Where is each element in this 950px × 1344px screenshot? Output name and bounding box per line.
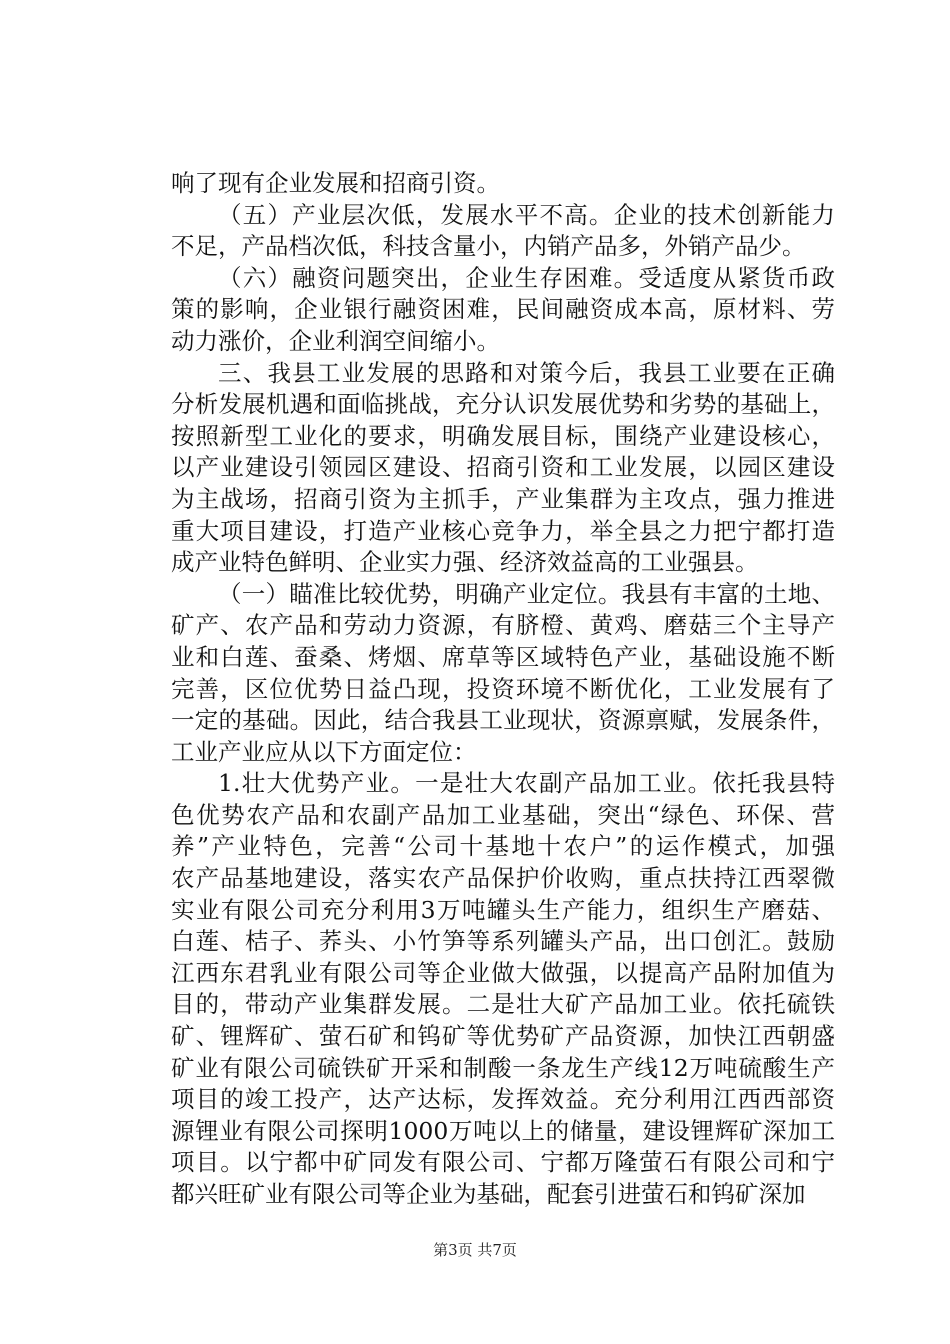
text-line: （一）瞄准比较优势，明确产业定位。我县有丰富的土地、 bbox=[218, 579, 835, 608]
paragraph-subitem-1 bbox=[171, 768, 835, 1210]
text-line: 一定的基础。因此，结合我县工业现状，资源禀赋，发展条件， bbox=[171, 706, 835, 735]
text-line: 三、我县工业发展的思路和对策今后，我县工业要在正确 bbox=[218, 358, 835, 387]
text-line: 成产业特色鲜明、企业实力强、经济效益高的工业强县。 bbox=[171, 548, 759, 577]
text-line: 矿产、农产品和劳动力资源，有脐橙、黄鸡、磨菇三个主导产 bbox=[171, 611, 835, 640]
text-line: 矿、锂辉矿、萤石矿和钨矿等优势矿产品资源，加快江西朝盛 bbox=[171, 1022, 835, 1051]
text-line: 目的，带动产业集群发展。二是壮大矿产品加工业。依托硫铁 bbox=[171, 990, 835, 1019]
text-line: 策的影响，企业银行融资困难，民间融资成本高，原材料、劳 bbox=[171, 295, 835, 324]
text-line: 动力涨价，企业利润空间缩小。 bbox=[171, 326, 500, 355]
text-line: 实业有限公司充分利用3万吨罐头生产能力，组织生产磨菇、 bbox=[171, 895, 835, 924]
text-line: 不足，产品档次低，科技含量小，内销产品多，外销产品少。 bbox=[171, 232, 806, 261]
text-line: 源锂业有限公司探明1000万吨以上的储量，建设锂辉矿深加工 bbox=[171, 1116, 835, 1145]
text-line: 工业产业应从以下方面定位： bbox=[171, 737, 477, 766]
text-line: 按照新型工业化的要求，明确发展目标，围绕产业建设核心， bbox=[171, 421, 835, 450]
text-line: 以产业建设引领园区建设、招商引资和工业发展，以园区建设 bbox=[171, 453, 835, 482]
text-line: 重大项目建设，打造产业核心竞争力，举全县之力把宁都打造 bbox=[171, 516, 835, 545]
text-line: 矿业有限公司硫铁矿开采和制酸一条龙生产线12万吨硫酸生产 bbox=[171, 1053, 835, 1082]
text-line: （六）融资问题突出，企业生存困难。受适度从紧货币政 bbox=[218, 263, 835, 292]
paragraph-item-6 bbox=[171, 263, 835, 358]
text-line: 江西东君乳业有限公司等企业做大做强，以提高产品附加值为 bbox=[171, 958, 835, 987]
paragraph-item-1 bbox=[171, 579, 835, 769]
paragraph-section-3 bbox=[171, 358, 835, 579]
document-body bbox=[171, 168, 835, 1211]
text-line: 1.壮大优势产业。一是壮大农副产品加工业。依托我县特 bbox=[218, 769, 835, 798]
text-line: 农产品基地建设，落实农产品保护价收购，重点扶持江西翠微 bbox=[171, 864, 835, 893]
text-line: （五）产业层次低，发展水平不高。企业的技术创新能力 bbox=[218, 200, 835, 229]
text-line: 为主战场，招商引资为主抓手，产业集群为主攻点，强力推进 bbox=[171, 484, 835, 513]
paragraph-item-5 bbox=[171, 200, 835, 263]
text-line: 响了现有企业发展和招商引资。 bbox=[171, 169, 500, 197]
text-line: 分析发展机遇和面临挑战，充分认识发展优势和劣势的基础上， bbox=[171, 390, 835, 419]
text-line: 项目。以宁都中矿同发有限公司、宁都万隆萤石有限公司和宁 bbox=[171, 1148, 835, 1177]
text-line: 完善，区位优势日益凸现，投资环境不断优化，工业发展有了 bbox=[171, 674, 835, 703]
text-line: 项目的竣工投产，达产达标，发挥效益。充分利用江西西部资 bbox=[171, 1085, 835, 1114]
paragraph-continued bbox=[171, 168, 835, 200]
text-line: 业和白莲、蚕桑、烤烟、席草等区域特色产业，基础设施不断 bbox=[171, 642, 835, 671]
text-line: 养”产业特色，完善“公司十基地十农户”的运作模式，加强 bbox=[171, 832, 835, 861]
page-footer: 第3页 共7页 bbox=[433, 1241, 517, 1259]
text-line: 色优势农产品和农副产品加工业基础，突出“绿色、环保、营 bbox=[171, 800, 835, 829]
text-line: 都兴旺矿业有限公司等企业为基础，配套引进萤石和钨矿深加 bbox=[171, 1180, 806, 1208]
text-line: 白莲、桔子、荞头、小竹笋等系列罐头产品，出口创汇。鼓励 bbox=[171, 927, 835, 956]
